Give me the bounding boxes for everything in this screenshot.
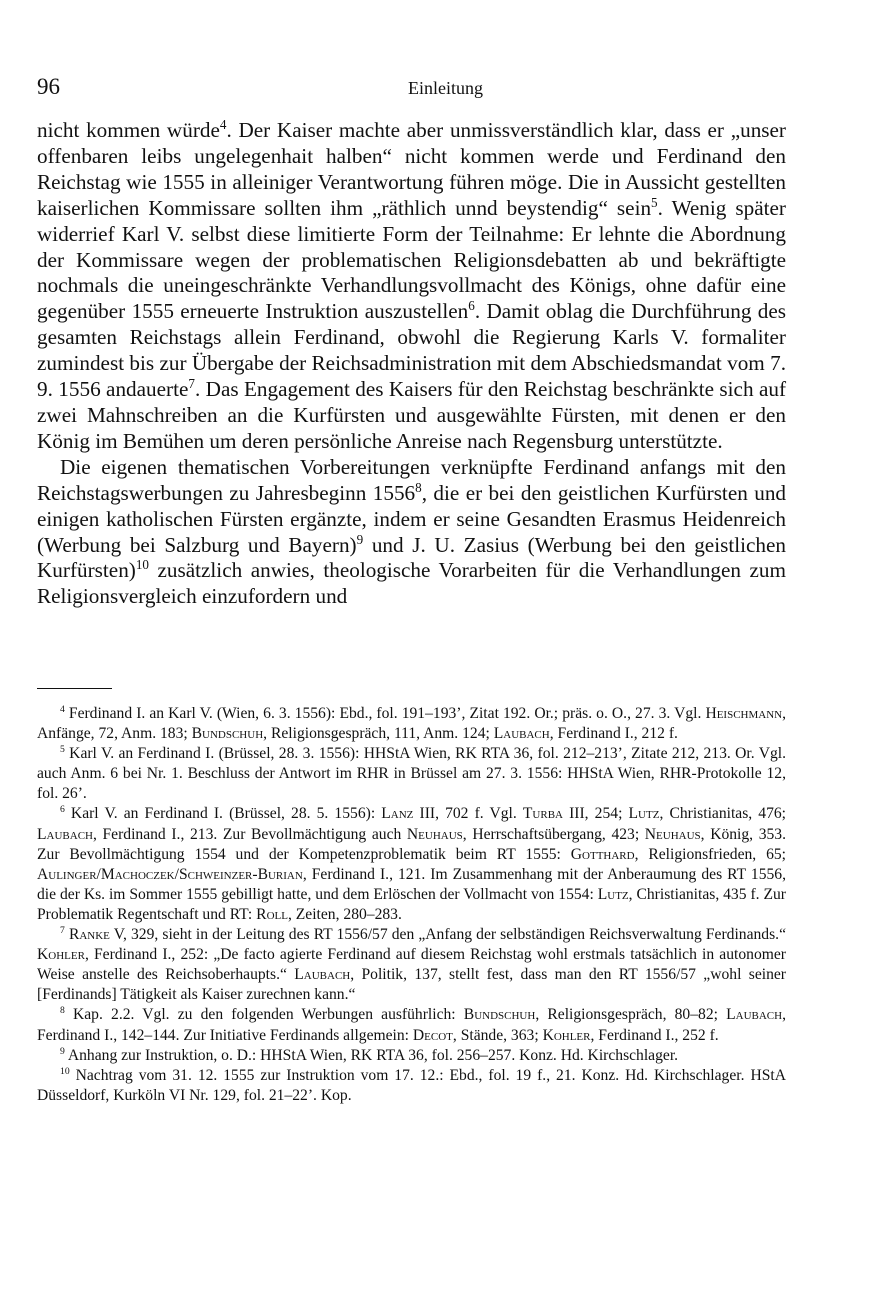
footnote-number: 7 <box>60 924 65 936</box>
footnote-ref: 10 <box>135 557 149 573</box>
footnote-number: 8 <box>60 1005 65 1017</box>
body-paragraph: Die eigenen thematischen Vorbereitungen verknüpfte Ferdinand anfangs mit den Reichstagswerbungen zu Jahresbeginn 1556$^8$, die er bei den geistlichen Kurfürsten und einigen katholischen Fürsten ergänzte, indem er seine Gesandten Erasmus Heidenreich (Werbung bei Salzburg und Bayern)$^9$ und J. U. Zasius (Werbung bei den geistlichen Kurfürsten)$^{10}$ zusätzlich anwies, theologische Vorarbeiten für die Verhandlungen zum Religionsvergleich einzufordern und <box>37 454 787 609</box>
footnote-6: $^6$ Karl V. an Ferdinand I. (Brüssel, 28. 5. 1556): Lanz III, 702 f. Vgl. Turba III, 254; Lutz, Christianitas, 476; Laubach, Ferdinand I., 213. Zur Bevollmächtigung auch Neuhaus, Herrschaftsübergang, 423; Neuhaus, König, 353. Zur Bevollmächtigung 1554 und der Kompetenzproblematik beim RT 1555: Gotthard, Religionsfrieden, 65; Aulinger/Machoczek/Schweinzer-Burian, Ferdinand I., 121. Im Zusammenhang mit der Anberaumung des RT 1556, die der Ks. im Sommer 1555 gebilligt hatte, und dem Erlöschen der Vollmacht von 1554: Lutz, Christianitas, 435 f. Zur Problematik Regentschaft und RT: Roll, Zeiten, 280–283. <box>37 804 786 923</box>
footnotes <box>37 704 786 1106</box>
running-title: Einleitung <box>408 78 483 98</box>
footnote-8: $^8$ Kap. 2.2. Vgl. zu den folgenden Werbungen ausführlich: Bundschuh, Religionsgespräch, 80–82; Laubach, Ferdinand I., 142–144. Zur Initiative Ferdinands allgemein: Decot, Stände, 363; Kohler, Ferdinand I., 252 f. <box>37 1005 786 1044</box>
footnote-number: 6 <box>60 804 65 816</box>
footnote-4: $^4$ Ferdinand I. an Karl V. (Wien, 6. 3. 1556): Ebd., fol. 191–193’, Zitat 192. Or.; präs. o. O., 27. 3. Vgl. Heischmann, Anfänge, 72, Anm. 183; Bundschuh, Religionsgespräch, 111, Anm. 124; Laubach, Ferdinand I., 212 f. <box>37 703 786 743</box>
footnote-7: $^7$ Ranke V, 329, sieht in der Leitung des RT 1556/57 den „Anfang der selbständigen Reichsverwaltung Ferdinands.“ Kohler, Ferdinand I., 252: „De facto agierte Ferdinand auf diesem Reichstag wohl erstmals tatsächlich in autonomer Weise anstelle des Reichsoberhaupts.“ Laubach, Politik, 137, stellt fest, dass man den RT 1556/57 „wohl seiner [Ferdinands] Tätigkeit als Kaiser zurechnen kann.“ <box>37 924 786 1004</box>
footnote-separator <box>37 688 112 689</box>
main-text <box>37 118 786 610</box>
footnote-number: 9 <box>60 1045 65 1057</box>
footnote-ref: 9 <box>356 531 364 547</box>
footnote-ref: 7 <box>188 376 195 391</box>
footnote-number: 10 <box>60 1065 70 1077</box>
footnote-ref: 4 <box>219 116 227 132</box>
page-number: 96 <box>37 74 60 99</box>
footnote-ref: 5 <box>651 194 658 210</box>
footnote-number: 5 <box>60 744 65 755</box>
body-paragraph: nicht kommen würde$^4$. Der Kaiser machte aber unmissverständlich klar, dass er „unser offenbaren leibs ungelegenhait halben“ nicht kommen werde und Ferdinand den Reichstag wie 1555 in alleiniger Verantwortung führen möge. Die in Aussicht gestellten kaiserlichen Kommissare sollten ihm „räthlich unnd beystendig“ sein$^5$. Wenig später widerrief Karl V. selbst diese limitierte Form der Teilnahme: Er lehnte die Abordnung der Kommissare wegen der problematischen Religionsdebatten ab und bekräftigte nochmals die uneingeschränkte Verhandlungsvollmacht des Königs, ohne dafür eine gegenüber 1555 erneuerte Instruktion auszustellen$^6$. Damit oblag die Durchführung des gesamten Reichstags allein Ferdinand, obwohl die Regierung Karls V. formaliter zumindest bis zur Übergabe der Reichsadministration mit dem Abschiedsmandat vom 7. 9. 1556 andauerte$^7$. Das Engagement des Kaisers für den Reichstag beschränkte sich auf zwei Mahnschreiben an die Kurfürsten und ausgewählte Fürsten, mit denen er den König im Bemühen um deren persönliche Anreise nach Regensburg unterstützte. <box>37 116 786 453</box>
footnote-ref: 6 <box>468 298 475 314</box>
footnote-10: $^{10}$ Nachtrag vom 31. 12. 1555 zur Instruktion vom 17. 12.: Ebd., fol. 19 f., 21. Konz. Hd. Kirchschlager. HStA Düsseldorf, Kurköln VI Nr. 129, fol. 21–22’. Kop. <box>37 1065 786 1104</box>
footnote-5: $^5$ Karl V. an Ferdinand I. (Brüssel, 28. 3. 1556): HHStA Wien, RK RTA 36, fol. 212–213’, Zitate 212, 213. Or. Vgl. auch Anm. 6 bei Nr. 1. Beschluss der Antwort im RHR in Brüssel am 27. 3. 1556: HHStA Wien, RHR-Protokolle 12, fol. 26’. <box>37 744 786 803</box>
footnote-9: $^9$ Anhang zur Instruktion, o. D.: HHStA Wien, RK RTA 36, fol. 256–257. Konz. Hd. Kirchschlager. <box>60 1045 679 1064</box>
footnote-number: 4 <box>60 703 65 715</box>
page-header <box>37 74 854 108</box>
footnote-ref: 8 <box>415 479 422 495</box>
